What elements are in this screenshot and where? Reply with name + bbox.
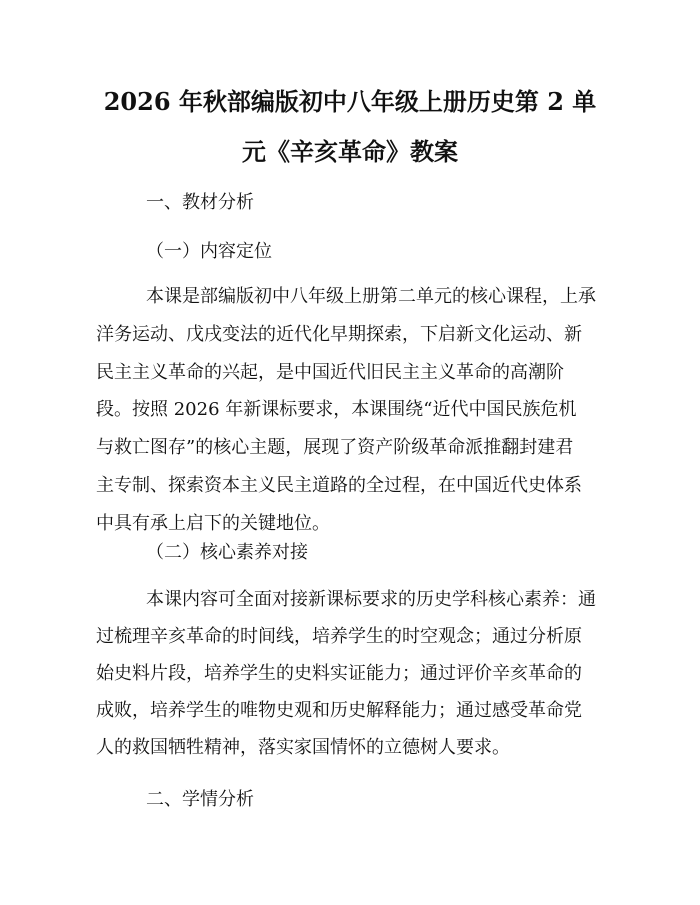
section-heading-learner-analysis: 二、学情分析	[146, 789, 254, 810]
document-title-line-1: 2026 年秋部编版初中八年级上册历史第 2 单	[103, 87, 597, 116]
paragraph-line: 过梳理辛亥革命的时间线，培养学生的时空观念；通过分析原	[96, 626, 582, 647]
paragraph-line: 与救亡图存”的核心主题，展现了资产阶级革命派推翻封建君	[96, 437, 574, 458]
paragraph-line: 始史料片段，培养学生的史料实证能力；通过评价辛亥革命的	[96, 663, 582, 684]
paragraph-line: 人的救国牺牲精神，落实家国情怀的立德树人要求。	[96, 737, 510, 758]
paragraph-line: 洋务运动、戊戌变法的近代化早期探索，下启新文化运动、新	[96, 324, 582, 345]
paragraph-line: 本课是部编版初中八年级上册第二单元的核心课程，上承	[146, 286, 596, 307]
paragraph-line: 本课内容可全面对接新课标要求的历史学科核心素养：通	[146, 589, 596, 610]
paragraph-line: 段。按照 2026 年新课标要求，本课围绕“近代中国民族危机	[96, 399, 577, 420]
subsection-heading-content-positioning: （一）内容定位	[146, 241, 272, 262]
paragraph-line: 中具有承上启下的关键地位。	[96, 513, 330, 534]
paragraph-line: 主专制、探索资本主义民主道路的全过程，在中国近代史体系	[96, 475, 582, 496]
subsection-heading-core-literacy: （二）核心素养对接	[146, 542, 308, 563]
section-heading-textbook-analysis: 一、教材分析	[146, 192, 254, 213]
paragraph-line: 民主主义革命的兴起，是中国近代旧民主主义革命的高潮阶	[96, 362, 564, 383]
paragraph-line: 成败，培养学生的唯物史观和历史解释能力；通过感受革命党	[96, 700, 582, 721]
document-title-line-2: 元《辛亥革命》教案	[242, 137, 458, 166]
